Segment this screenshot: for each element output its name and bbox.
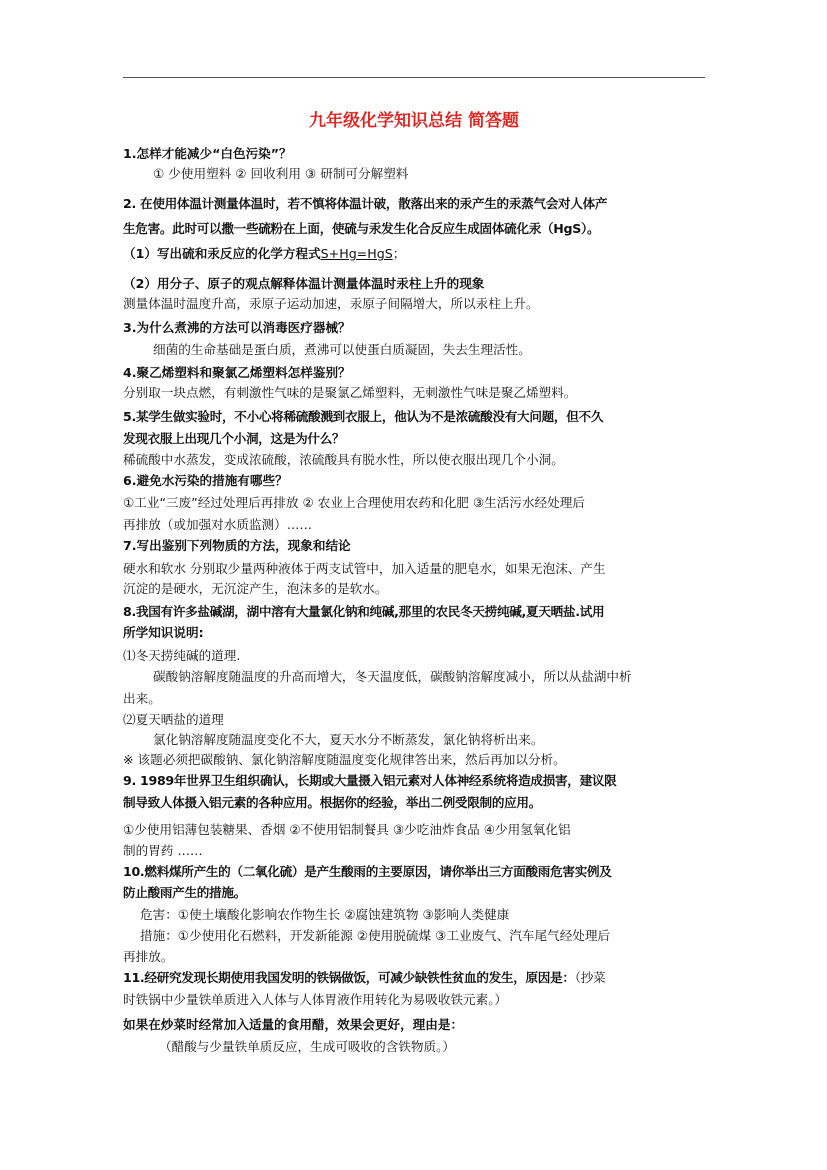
page-title: 九年级化学知识总结 简答题	[309, 111, 519, 131]
question-line: 生危害。此时可以撒一些硫粉在上面，使硫与汞发生化合反应生成固体硫化汞（HgS）。	[123, 221, 600, 236]
question-line: 防止酸雨产生的措施。	[123, 885, 246, 900]
chemical-equation: S+Hg=HgS	[320, 246, 393, 261]
question-line: 2. 在使用体温计测量体温时，若不慎将体温计破，散落出来的汞产生的汞蒸气会对人体产	[123, 196, 608, 211]
answer-line: ※ 该题必须把碳酸钠、氯化钠溶解度随温度变化规律答出来，然后再加以分析。	[123, 752, 566, 767]
answer-line: 再排放（或加强对水质监测）……	[123, 517, 312, 532]
answer-line: （醋酸与少量铁单质反应，生成可吸收的含铁物质。）	[159, 1039, 455, 1054]
answer-line: 测量体温时温度升高，汞原子运动加速，汞原子间隔增大，所以汞柱上升。	[123, 296, 539, 311]
question-line: （2）用分子、原子的观点解释体温计测量体温时汞柱上升的现象	[123, 276, 485, 291]
answer-line: ① 少使用塑料 ② 回收利用 ③ 研制可分解塑料	[153, 166, 409, 181]
question-line: 7.写出鉴别下列物质的方法，现象和结论	[123, 538, 351, 553]
question-line: 9. 1989年世界卫生组织确认，长期或大量摄入铝元素对人体神经系统将造成损害，建议限	[123, 773, 617, 788]
answer-line: 硬水和软水 分别取少量两种液体于两支试管中，加入适量的肥皂水，如果无泡沫、产生	[123, 561, 606, 576]
answer-line: ①工业“三废”经过处理后再排放 ② 农业上合理使用农药和化肥 ③生活污水经处理后	[123, 495, 585, 510]
question-line: 1.怎样才能减少“白色污染”？	[123, 146, 292, 161]
question-line: 制导致人体摄入铝元素的各种应用。根据你的经验，举出二例受限制的应用。	[123, 795, 541, 810]
answer-line: 出来。	[123, 691, 161, 706]
answer-line: 分别取一块点燃，有刺激性气味的是聚氯乙烯塑料，无刺激性气味是聚乙烯塑料。	[123, 385, 577, 400]
answer-line: 稀硫酸中水蒸发，变成浓硫酸，浓硫酸具有脱水性，所以使衣服出现几个小洞。	[123, 452, 564, 467]
header-rule	[123, 77, 705, 78]
question-line: 10.燃料煤所产生的（二氧化硫）是产生酸雨的主要原因，请你举出三方面酸雨危害实例及	[123, 864, 612, 879]
answer-line: 细菌的生命基础是蛋白质，煮沸可以使蛋白质凝固，失去生理活性。	[153, 342, 531, 357]
question-line: 8.我国有许多盐碱湖，湖中溶有大量氯化钠和纯碱,那里的农民冬天捞纯碱,夏天晒盐.试用	[123, 604, 605, 619]
answer-line: 氯化钠溶解度随温度变化不大，夏天水分不断蒸发，氯化钠将析出来。	[153, 732, 544, 747]
answer-line: 碳酸钠溶解度随温度的升高而增大，冬天温度低，碳酸钠溶解度减小，所以从盐湖中析	[153, 669, 632, 684]
question-line: 5.某学生做实验时，不小心将稀硫酸溅到衣服上，他认为不是浓硫酸没有大问题，但不久	[123, 409, 604, 424]
answer-line: 措施：①少使用化石燃料，开发新能源 ②使用脱硫煤 ③工业废气、汽车尾气经处理后	[140, 928, 611, 943]
question-line: 如果在炒菜时经常加入适量的食用醋，效果会更好，理由是：	[123, 1017, 464, 1032]
question-line: 11.经研究发现长期使用我国发明的铁锅做饭，可减少缺铁性贫血的发生，原因是：（抄菜	[123, 970, 606, 985]
answer-line: ⑵夏天晒盐的道理	[123, 712, 224, 727]
answer-line: 再排放。	[123, 949, 174, 964]
question-line: 发现衣服上出现几个小洞，这是为什么？	[123, 431, 345, 446]
answer-line: ①少使用铝薄包装糖果、香烟 ②不使用铝制餐具 ③少吃油炸食品 ④少用氢氧化铝	[123, 822, 571, 837]
question-line: 3.为什么煮沸的方法可以消毒医疗器械？	[123, 320, 351, 335]
question-line: 6.避免水污染的措施有哪些？	[123, 473, 288, 488]
answer-line: 沉淀的是硬水，无沉淀产生，泡沫多的是软水。	[123, 581, 388, 596]
answer-line: ⑴冬天捞纯碱的道理.	[123, 648, 241, 663]
question-line: 所学知识说明:	[123, 625, 204, 640]
question-line: （1）写出硫和汞反应的化学方程式S+Hg=HgS；	[123, 246, 406, 261]
answer-line: 危害：①使土壤酸化影响农作物生长 ②腐蚀建筑物 ③影响人类健康	[140, 907, 510, 922]
question-line: 4.聚乙烯塑料和聚氯乙烯塑料怎样鉴别？	[123, 365, 351, 380]
answer-line: 制的胃药 ……	[123, 843, 203, 858]
answer-line: 时铁锅中少量铁单质进入人体与人体胃液作用转化为易吸收铁元素。）	[123, 992, 508, 1007]
